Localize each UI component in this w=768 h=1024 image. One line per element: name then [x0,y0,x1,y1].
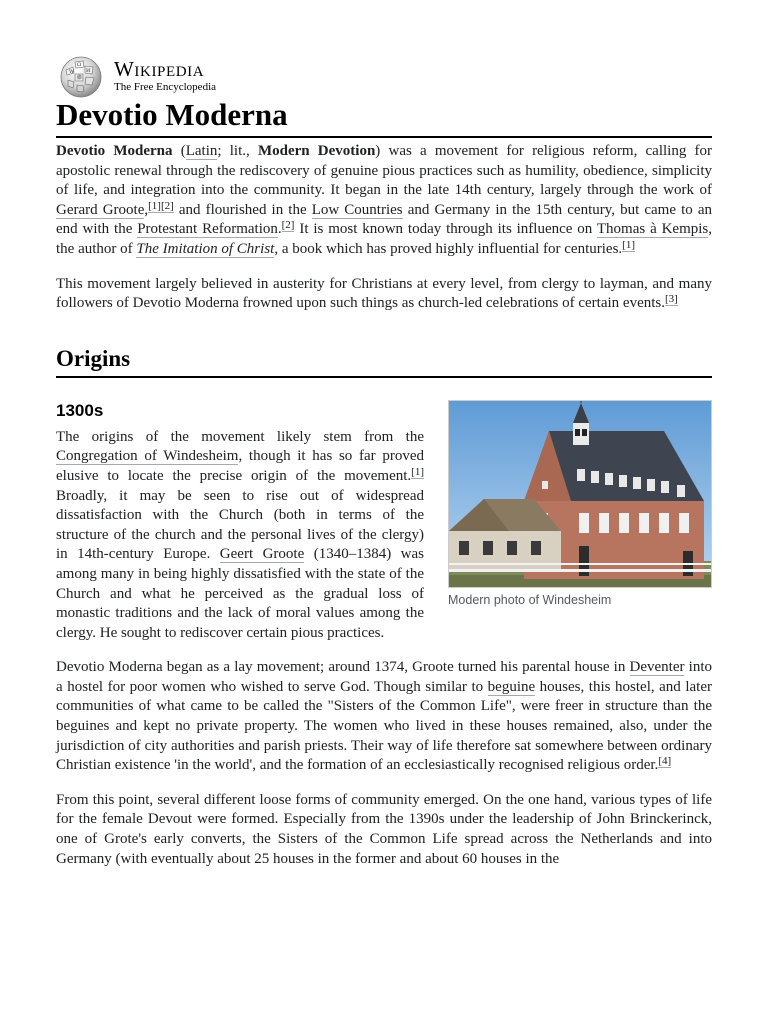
text: ( [172,143,186,159]
svg-text:Ω: Ω [77,62,82,68]
link-thomas-a-kempis[interactable]: Thomas à Kempis [596,221,709,238]
citation-1[interactable]: [1] [411,465,424,478]
link-beguine[interactable]: beguine [487,678,536,695]
text: and flourished in the [173,201,312,218]
wordmark-subtitle: The Free Encyclopedia [114,81,217,93]
windesheim-photo[interactable] [448,400,712,588]
intro-paragraph-1 [56,142,712,260]
text: From this point, several different loose forms of community emerged. On the one hand, various types of life for the female Devout were formed. Especially from the 1390s under the leadership of John Brinckerinck, one of Grote's early converts, the Sisters of the Common Life spread across the Netherlands and into Germany (with eventually about 25 houses in the former and about 60 houses in the [56,791,712,867]
text: houses, this hostel, and later communities of what came to be called the "Sisters of the Common Life", were freer in structure than the beguines and kept no private property. The women who lived in these houses remained, also, under the jurisdiction of city authorities and parish priests. Their way of life therefore sat somewhere between ordinary Christian existence 'in the world', and the formation of an ecclesiastically recognised religious order. [56,678,713,774]
text: into a hostel for poor women who wished to serve God. Though similar to [56,659,712,695]
origins-paragraph-2 [56,658,712,776]
text: , a book which has proved highly influential for centuries. [274,240,623,257]
svg-text:維: 維 [77,75,83,81]
citation-1[interactable]: [1] [622,238,635,251]
text: (1340–1384) was among many in being highly dissatisfied with the state of the Church and what he perceived as the gradual loss of monastic traditions and the lack of moral values among the clergy. He sought to rediscover certain pious practices. [56,546,424,641]
figure-caption: Modern photo of Windesheim [448,592,612,607]
text: and Germany in the 15th century, but came to an end with the [56,201,713,238]
origins-section [56,400,712,869]
windesheim-figure [448,400,712,607]
text: This movement largely believed in austerity for Christians at every level, from clergy to layman, and many followers of Devotio Moderna frowned upon such things as church-led celebrations of certain events. [56,275,712,312]
subsection-heading-1300s: 1300s [56,400,104,420]
section-heading-origins: Origins [56,344,712,378]
citation-4[interactable]: [4] [658,755,672,768]
text: , though it has so far proved elusive to locate the precise origin of the movement. [56,448,424,484]
text: Devotio Moderna began as a lay movement; around 1374, Groote turned his parental house in [56,659,630,676]
svg-text:W: W [69,69,75,75]
bold-term: Modern Devotion [257,143,376,159]
link-geert-groote[interactable]: Geert Groote [219,546,305,563]
page-title: Devotio Moderna [56,96,712,138]
text: ) was a movement for religious reform, calling for apostolic renewal through the rediscovery of genuine pious practices such as humility, obedience, simplicity of life, and integration into the community. It began in the late 14th century, largely through the work of [56,143,713,199]
text: , the author of [56,221,712,257]
article-content [56,142,712,869]
link-low-countries[interactable]: Low Countries [311,201,403,218]
text: The origins of the movement likely stem from the [56,428,424,445]
text: It is most known today through its influence on [294,221,597,238]
citation-3[interactable]: [3] [664,293,678,306]
wordmark-title: Wikipedia [114,57,205,81]
bold-term: Devotio Moderna [56,143,173,159]
link-protestant-reformation[interactable]: Protestant Reformation [137,221,278,238]
wordmark [114,59,216,93]
origins-paragraph-3 [56,791,712,869]
svg-text:И: И [86,68,91,74]
wikipedia-globe-icon [56,54,106,98]
text: Broadly, it may be seen to rise out of widespread dissatisfaction with the Church (both in terms of the structure of the church and the personal lives of the clergy) in 14th-century Europe. [56,487,424,563]
text: . [277,221,282,238]
wikipedia-logo[interactable] [56,54,216,98]
link-gerard-groote[interactable]: Gerard Groote [56,201,145,218]
citation-2[interactable]: [2] [281,219,295,232]
link-imitation-of-christ[interactable]: The Imitation of Christ [136,240,275,257]
text: , [144,201,149,218]
citation-1[interactable]: [1] [148,199,161,212]
text: ; lit., [217,143,258,159]
citation-2[interactable]: [2] [160,199,174,212]
link-latin[interactable]: Latin [185,143,218,159]
link-deventer[interactable]: Deventer [629,659,685,676]
intro-paragraph-2 [56,275,712,314]
link-congregation-of-windesheim[interactable]: Congregation of Windesheim [56,448,239,465]
